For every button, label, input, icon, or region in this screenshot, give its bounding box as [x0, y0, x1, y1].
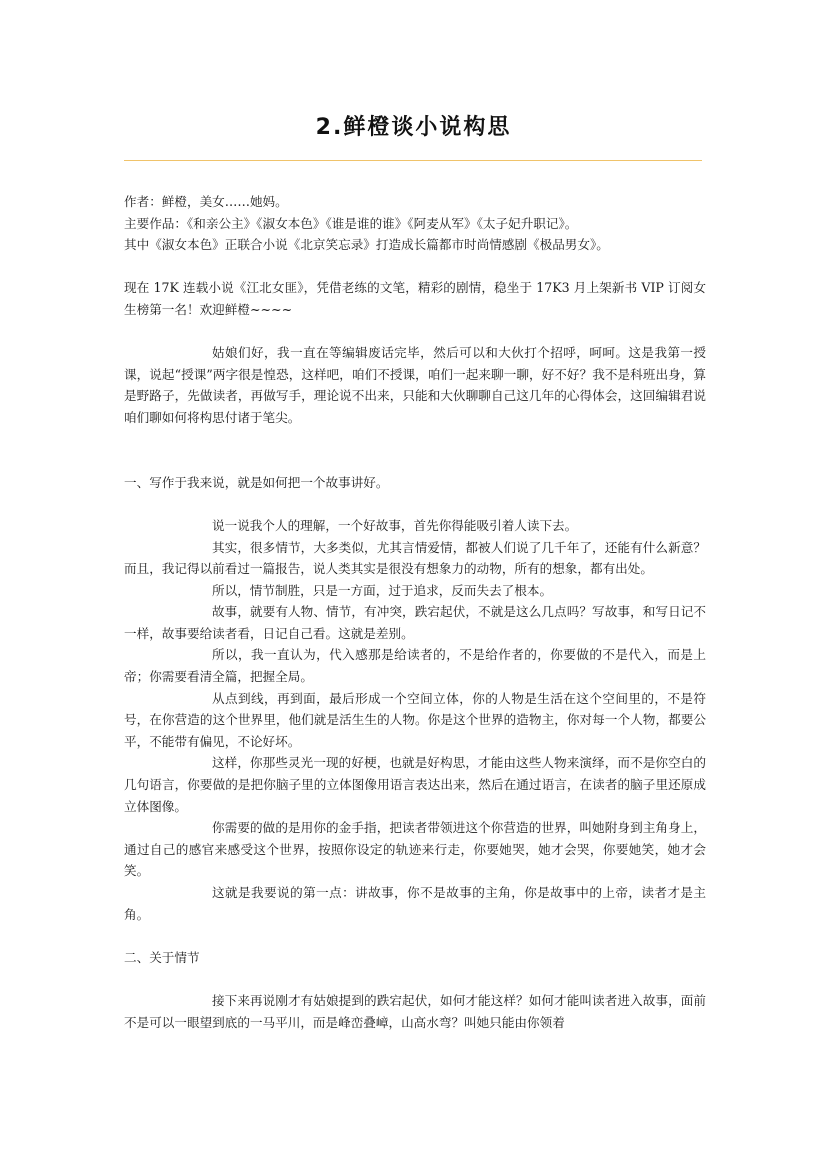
document-body	[124, 191, 706, 1033]
section-heading-1: 一、写作于我来说，就是如何把一个故事讲好。	[124, 474, 389, 490]
adaptation-line: 其中《淑女本色》正联合小说《北京笑忘录》打造成长篇都市时尚情感剧《极品男女》。	[124, 237, 609, 253]
document-title: 2.鲜橙谈小说构思	[315, 115, 512, 140]
paragraph: 这就是我要说的第一点：讲故事，你不是故事的主角，你是故事中的上帝，读者才是主角。	[124, 885, 706, 922]
paragraph: 所以，情节制胜，只是一方面，过于追求，反而失去了根本。	[212, 582, 553, 598]
paragraph: 接下来再说刚才有姑娘提到的跌宕起伏，如何才能这样？如何才能叫读者进入故事，面前不是可以一眼望到底的一马平川，而是峰峦叠嶂，山高水弯？叫她只能由你领着	[124, 992, 706, 1030]
paragraph: 说一说我个人的理解，一个好故事，首先你得能吸引着人读下去。	[212, 517, 578, 533]
paragraph: 故事，就要有人物、情节，有冲突，跌宕起伏，不就是这么几点吗？写故事，和写日记不一样，故事要给读者看，日记自己看。这就是差别。	[124, 604, 706, 641]
spacer	[124, 321, 706, 343]
intro-paragraph: 现在 17K 连载小说《江北女匪》，凭借老练的文笔，精彩的剧情，稳坐于 17K3 月上架新书 VIP 订阅女生榜第一名！欢迎鲜橙~~~~	[124, 280, 706, 317]
paragraph: 所以，我一直认为，代入感那是给读者的，不是给作者的，你要做的不是代入，而是上帝；你需要看清全篇，把握全局。	[124, 647, 706, 685]
paragraph: 你需要的做的是用你的金手指，把读者带领进这个你营造的世界，叫她附身到主角身上，通过自己的感官来感受这个世界，按照你设定的轨迹来行走，你要她哭，她才会哭，你要她笑，她才会笑。	[124, 820, 706, 879]
author-line: 作者：鲜橙，美女……她妈。	[124, 194, 288, 209]
title-divider	[124, 160, 702, 161]
spacer	[124, 429, 706, 472]
paragraph: 从点到线，再到面，最后形成一个空间立体，你的人物是生活在这个空间里的，不是符号，在你营造的这个世界里，他们就是活生生的人物。你是这个世界的造物主，你对每一个人物，都要公平，不能带有偏见，不论好坏。	[124, 690, 706, 749]
spacer	[124, 256, 706, 278]
spacer	[124, 493, 706, 515]
spacer	[124, 968, 706, 990]
opening-paragraph: 姑娘们好，我一直在等编辑废话完毕，然后可以和大伙打个招呼，呵呵。这是我第一授课，说起“授课”两字很是惶恐，这样吧，咱们不授课，咱们一起来聊一聊，好不好？我不是科班出身，算是野路子，先做读者，再做写手，理论说不出来，只能和大伙聊聊自己这几年的心得体会，这回编辑君说咱们聊如何将构思付诸于笔尖。	[124, 345, 706, 425]
paragraph: 其实，很多情节，大多类似，尤其言情爱情，都被人们说了几千年了，还能有什么新意？而且，我记得以前看过一篇报告，说人类其实是很没有想象力的动物，所有的想象，都有出处。	[124, 539, 706, 577]
works-line: 主要作品：《和亲公主》《淑女本色》《谁是谁的谁》《阿麦从军》《太子妃升职记》。	[124, 215, 578, 231]
section-heading-2: 二、关于情节	[124, 949, 200, 965]
paragraph: 这样，你那些灵光一现的好梗，也就是好构思，才能由这些人物来演绎，而不是你空白的几句语言，你要做的是把你脑子里的立体图像用语言表达出来，然后在通过语言，在读者的脑子里还原成立体图像。	[124, 755, 706, 814]
spacer	[124, 925, 706, 947]
